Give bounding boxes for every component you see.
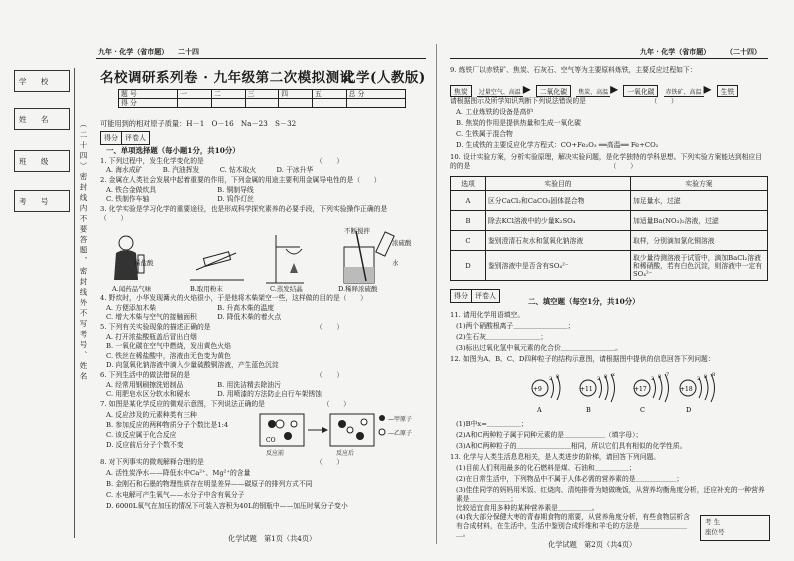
left-running-head: 九年 · 化学（省市题） bbox=[98, 47, 169, 56]
dilution-beaker-icon bbox=[344, 231, 394, 283]
answer-line[interactable]: (1)目前人们利用最多的化石燃料是煤、石油和＿＿＿＿＿； bbox=[456, 464, 636, 472]
score-cell[interactable] bbox=[312, 99, 346, 108]
score-cell[interactable] bbox=[211, 99, 245, 108]
question-line: B. 焦炭的作用是提供热量和生成一氧化碳 bbox=[456, 119, 581, 127]
question-line: C. 水电解可产生氧气——水分子中含有氧分子 bbox=[106, 491, 245, 499]
question-line: 10. 设计实验方案，分析实验原理，解决实验问题，是化学独特的学科思想。下列实验方案能达到相应目的的是 （ ） bbox=[450, 153, 763, 170]
flow-condition: 焦炭、高温 bbox=[578, 89, 609, 96]
svg-text:A: A bbox=[537, 406, 542, 414]
question-line: A. 工业炼铁的设备是高炉 bbox=[456, 108, 534, 116]
legend-atom-a: —甲原子 bbox=[388, 416, 413, 423]
question-line: 4. 野炊时，小华发现篝火的火焰很小，于是他将木柴架空一些，这样做的目的是（ ） bbox=[100, 294, 367, 302]
answer-line[interactable]: (3)佳佳同学的妈妈用米饭、红烧肉、清炖排骨为她做晚饭，从营养均衡角度分析，还应补充的一种营养素是＿＿＿＿＿＿； bbox=[456, 486, 765, 503]
question-line: A. 铁合金做炊具 B. 铜制导线 bbox=[106, 186, 254, 194]
answer-line[interactable]: 比较适宜食用多种的某种营养素是＿＿＿＿＿。 bbox=[456, 504, 599, 512]
svg-text:8: 8 bbox=[658, 374, 662, 380]
q3-caption-c: C.蒸发结晶 bbox=[270, 285, 303, 293]
table-cell: 区分CaCl₂和CaCO₃固体混合物 bbox=[486, 191, 631, 211]
caption-before: 反应前 bbox=[266, 450, 285, 457]
svg-text:+9: +9 bbox=[533, 386, 542, 393]
atom-structure-figure bbox=[520, 366, 720, 416]
score-header: 一 bbox=[178, 90, 212, 99]
question-line: A. 海水成矿 B. 汽油挥发 C. 钻木取火 D. 干冰升华 bbox=[106, 166, 314, 174]
question-line: A. 活性炭净水——降低水中Ca²⁺、Mg²⁺的含量 bbox=[106, 469, 251, 477]
evaporation-stand-icon bbox=[266, 235, 304, 283]
svg-text:7: 7 bbox=[666, 372, 670, 378]
q3-label-stir: 不断搅拌 bbox=[344, 227, 370, 235]
table-cell: A bbox=[451, 191, 486, 211]
svg-text:8: 8 bbox=[556, 374, 560, 380]
powder-spatula-icon bbox=[190, 252, 244, 280]
question-line: D. 反应前后分子个数不变 bbox=[106, 441, 184, 449]
svg-text:2: 2 bbox=[697, 376, 701, 382]
score-header: 四 bbox=[279, 90, 313, 99]
table-header: 实验目的 bbox=[486, 177, 631, 191]
table-cell: 加适量Ba(NO₃)₂溶液，过滤 bbox=[631, 211, 768, 231]
question-line: B. 参加反应的两种物质分子个数比是1:4 bbox=[106, 421, 229, 429]
flow-node: 焦炭 bbox=[450, 85, 472, 97]
table-header: 实验方案 bbox=[631, 177, 768, 191]
svg-text:+11: +11 bbox=[580, 386, 593, 393]
exam-title: 名校调研系列卷 · 九年级第二次模拟测试 bbox=[100, 70, 354, 86]
svg-text:D: D bbox=[686, 406, 692, 414]
table-cell: D bbox=[451, 251, 486, 281]
q3-label-hcl: 稀盐酸 bbox=[134, 259, 154, 267]
svg-text:x: x bbox=[612, 372, 615, 378]
answer-line[interactable]: (3)A和C两种粒子的＿＿＿＿＿＿＿＿相同，所以它们具有相似的化学性质。 bbox=[456, 442, 687, 450]
question-line: C. 用肥皂水区分软水和硬水 D. 用喷漆的方法防止自行车架锈蚀 bbox=[106, 390, 322, 398]
flow-condition: 过量空气、高温 bbox=[478, 89, 521, 96]
score-cell[interactable] bbox=[245, 99, 279, 108]
table-cell: 加足量水，过滤 bbox=[631, 191, 768, 211]
svg-text:C: C bbox=[640, 406, 645, 414]
answer-line[interactable]: (1)两个硝酸根离子＿＿＿＿＿＿＿＿； bbox=[456, 322, 575, 330]
answer-line[interactable]: (2)生石灰＿＿＿＿＿＿＿＿； bbox=[456, 333, 548, 341]
grader-box-2: 得分 评卷人 bbox=[450, 289, 500, 303]
svg-text:8: 8 bbox=[704, 374, 708, 380]
question-line: 11. 请用化学用语填空。 bbox=[450, 311, 525, 319]
flow-node: 一氧化碳 bbox=[623, 85, 658, 97]
score-header: 题 号 bbox=[119, 90, 178, 99]
class-field[interactable]: 班 级 bbox=[14, 150, 70, 172]
seal-line-notice: （二十四）密封线内不要答题，密封线外不写考号、姓名 bbox=[79, 120, 88, 383]
q3-caption-a: A.闻药品气味 bbox=[112, 285, 152, 293]
table-row bbox=[451, 251, 768, 281]
table-cell: B bbox=[451, 211, 486, 231]
question-line: C. 铁制作车轴 D. 钨作灯丝 bbox=[106, 195, 254, 203]
flow-node: 生铁 bbox=[717, 85, 739, 97]
question-line: 2. 金属在人类社会发展中起着重要的作用，下列金属的用途主要利用金属导电性的是（ ） bbox=[100, 176, 381, 184]
question-line: A. 反应涉及的元素种类有三种 bbox=[106, 411, 197, 419]
score-header: 二 bbox=[211, 90, 245, 99]
score-header: 总 分 bbox=[346, 90, 405, 99]
right-running-head: 九年 · 化学（省市题） bbox=[640, 47, 711, 56]
table-cell: 鉴别溶液中是否含有SO₄²⁻ bbox=[486, 251, 631, 281]
left-running-head-num: 二十四 bbox=[178, 47, 199, 56]
question-line: 8. 对下列事实的微观解释合理的是 （ ） bbox=[100, 458, 344, 466]
q3-caption-d: D.稀释浓硫酸 bbox=[338, 285, 378, 293]
school-field[interactable]: 学 校 bbox=[14, 70, 70, 92]
table-cell: 除去KCl溶液中的少量K₂SO₄ bbox=[486, 211, 631, 231]
atomic-masses: 可能用到的相对原子质量：H－1 O－16 Na－23 S－32 bbox=[100, 119, 297, 128]
question-line: 6. 下列生活中的做法错误的是 （ ） bbox=[100, 371, 344, 379]
table-cell: 取少量待测溶液于试管中，滴加BaCl₂溶液和稀硝酸，若有白色沉淀，则溶液中一定有SO₄²⁻ bbox=[631, 251, 768, 281]
question-line: C. 该反应属于化合反应 bbox=[106, 431, 177, 439]
table-row bbox=[451, 191, 768, 211]
atom-c-diagram bbox=[634, 372, 669, 414]
atom-a-diagram bbox=[532, 374, 560, 414]
question-line: D. 向氢氧化钠溶液中滴入少量硫酸铜溶液，产生蓝色沉淀 bbox=[106, 361, 279, 369]
question-line: C. 生铁属于混合物 bbox=[456, 130, 513, 138]
answer-line[interactable]: (4)我大部分保健大枣的青春期食物的需要，从营养角度分析，有些食物层析含有合成材料，在生活中，生活中鉴别合成纤维和羊毛的方法是＿＿＿＿＿＿＿＿。 bbox=[456, 513, 690, 539]
table-cell: 鉴别澄清石灰水和氢氧化钠溶液 bbox=[486, 231, 631, 251]
svg-text:+18: +18 bbox=[680, 386, 693, 393]
svg-text:CO: CO bbox=[266, 437, 276, 444]
score-header: 三 bbox=[245, 90, 279, 99]
right-footer: 化学试题 第2页（共4页） bbox=[548, 540, 637, 549]
question-line: 7. 如图是某化学反应的微观示意图，下列说法正确的是 （ ） bbox=[100, 400, 350, 408]
svg-text:8: 8 bbox=[712, 372, 716, 378]
seat-number-stamp: 考 生 座位号 bbox=[700, 515, 770, 541]
q3-label-water: 水 bbox=[392, 259, 399, 267]
question-line: B. 金刚石和石墨的物理性质存在明显差异——碳原子的排列方式不同 bbox=[106, 480, 313, 488]
score-cell[interactable] bbox=[346, 99, 405, 108]
question-line: A. 打开浓盐酸瓶盖后冒出白烟 bbox=[106, 333, 197, 341]
question-line: 5. 下列有关实验现象的描述正确的是 （ ） bbox=[100, 323, 344, 331]
left-footer: 化学试题 第1页（共4页） bbox=[228, 534, 317, 543]
svg-text:B: B bbox=[586, 406, 591, 414]
flow-condition: 赤铁矿、高温 bbox=[665, 89, 702, 96]
table-row bbox=[451, 231, 768, 251]
score-row-label: 得 分 bbox=[119, 99, 178, 108]
question-line: B. 一氧化碳在空气中燃烧，发出黄色火焰 bbox=[106, 342, 231, 350]
question-line: A. 经常用钢刷擦洗铝制品 B. 用洗洁精去除油污 bbox=[106, 381, 281, 389]
table-header: 选项 bbox=[451, 177, 486, 191]
score-table bbox=[118, 89, 406, 108]
legend-atom-b: —乙原子 bbox=[388, 430, 413, 437]
atom-d-diagram bbox=[680, 372, 715, 414]
experiment-table bbox=[450, 176, 768, 281]
exam-number-field[interactable]: 考 号 bbox=[14, 190, 70, 212]
svg-text:2: 2 bbox=[597, 376, 601, 382]
score-cell[interactable] bbox=[178, 99, 212, 108]
score-cell[interactable] bbox=[279, 99, 313, 108]
iron-smelting-flow: 焦炭 过量空气、高温 ▸ 二氧化碳 焦炭、高温 ▸ 一氧化碳 赤铁矿、高温 ▸ 生铁 bbox=[450, 79, 738, 98]
answer-line[interactable]: (2)在日常生活中，下列物品中不属于人体必需的营养素的是＿＿＿＿＿＿； bbox=[456, 475, 684, 483]
caption-after: 反应后 bbox=[336, 450, 355, 457]
svg-text:+17: +17 bbox=[634, 386, 647, 393]
question-line: D. 6000L氧气在加压的情况下可装入容积为40L的钢瓶中——加压时氧分子变小 bbox=[106, 502, 348, 510]
section-1-heading: 一、单项选择题（每小题1分，共10分） bbox=[106, 146, 240, 155]
answer-line[interactable]: (1)B中x=＿＿＿＿＿； bbox=[456, 420, 528, 428]
answer-line[interactable]: (3)标出过氧化氢中氧元素的化合价＿＿＿＿＿＿＿＿。 bbox=[456, 344, 622, 352]
svg-text:8: 8 bbox=[604, 374, 608, 380]
table-cell: 取样，分别滴加氯化铜溶液 bbox=[631, 231, 768, 251]
score-header: 五 bbox=[312, 90, 346, 99]
q3-label-acid: 浓硫酸 bbox=[392, 239, 412, 247]
question-line: 9. 炼铁厂以赤铁矿、焦炭、石灰石、空气等为主要原料炼铁，主要反应过程如下： bbox=[450, 66, 697, 74]
question-line: C. 铁丝在稀盐酸中，溶液由无色变为黄色 bbox=[106, 352, 231, 360]
q3-caption-b: B.取用粉末 bbox=[190, 285, 223, 293]
question-line: 3. 化学实验是学习化学的重要途径，也是形成科学探究素养的必要手段，下列实验操作正确的是 （ ） bbox=[100, 205, 401, 222]
svg-text:2: 2 bbox=[651, 376, 655, 382]
question-line: 请根据图示及所学知识判断下列说法错误的是 （ ） bbox=[450, 97, 678, 105]
atom-b-diagram bbox=[580, 372, 615, 414]
exam-subject: 化学(人教版) bbox=[342, 70, 426, 86]
name-field[interactable]: 姓 名 bbox=[14, 108, 70, 130]
question-line: 13. 化学与人类生活息息相关，是人类进步的阶梯，请回答下列问题。 bbox=[450, 453, 661, 461]
question-line: 1. 下列过程中，发生化学变化的是 （ ） bbox=[100, 157, 344, 165]
answer-line[interactable]: (2)A和C两种粒子属于同种元素的是＿＿＿＿＿＿（填字母）； bbox=[456, 431, 643, 439]
question-line: C. 增大木柴与空气的接触面积 D. 降低木柴的着火点 bbox=[106, 313, 282, 321]
table-row bbox=[451, 211, 768, 231]
flow-node: 二氧化碳 bbox=[536, 85, 571, 97]
svg-text:2: 2 bbox=[549, 376, 553, 382]
section-2-heading: 二、填空题（每空1分，共10分） bbox=[528, 297, 640, 306]
question-line: D. 生成铁的主要反应化学方程式：CO+Fe₂O₃ ══高温══ Fe+CO₂ bbox=[456, 141, 659, 149]
question-line: A. 方便添加木柴 B. 升高木柴的温度 bbox=[106, 304, 275, 312]
question-line: 12. 如图为A、B、C、D四种粒子的结构示意图，请根据图中提供的信息回答下列问题： bbox=[450, 355, 715, 363]
grader-box-1: 得分 评卷人 bbox=[100, 131, 150, 145]
table-cell: C bbox=[451, 231, 486, 251]
right-running-head-num: （二十四） bbox=[726, 47, 761, 56]
